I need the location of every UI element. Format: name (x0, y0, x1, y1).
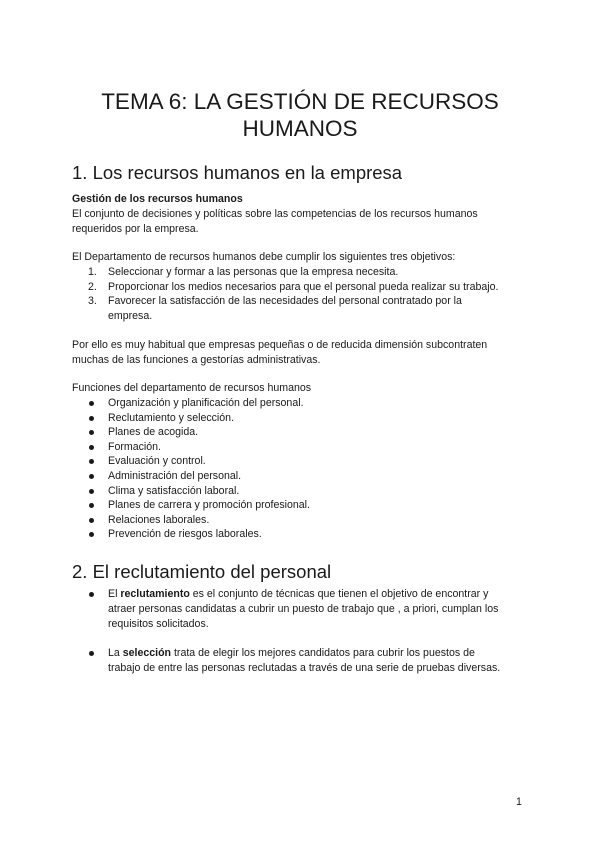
subheading-gestion: Gestión de los recursos humanos (72, 193, 243, 205)
objectives-list (72, 265, 528, 324)
bullet-icon (89, 401, 94, 406)
title-line-2: HUMANOS (242, 116, 358, 141)
outsourcing-line-2: muchas de las funciones a gestorías administrativas. (72, 353, 321, 366)
objective-text: Favorecer la satisfacción de las necesidades del personal contratado por la (108, 295, 462, 308)
bullet-icon (89, 592, 94, 597)
bullet-icon (89, 651, 94, 656)
title-line-1: TEMA 6: LA GESTIÓN DE RECURSOS (101, 89, 499, 114)
bullet-icon (89, 489, 94, 494)
term-seleccion: selección (122, 647, 172, 660)
bullet-icon (89, 474, 94, 479)
bullet-icon (89, 532, 94, 537)
selection-item: La selección trata de elegir los mejores candidatos para cubrir los puestos de trabajo de entre las personas reclutadas a través de una serie de pruebas diversas. (72, 646, 528, 676)
function-item: Reclutamiento y selección. (72, 411, 528, 426)
term-reclutamiento: reclutamiento (120, 588, 190, 600)
objective-number: 1. (88, 265, 97, 278)
function-item: Clima y satisfacción laboral. (72, 484, 528, 499)
definition-line-2: requeridos por la empresa. (72, 222, 199, 235)
bullet-icon (89, 416, 94, 421)
recruitment-list (72, 587, 528, 691)
function-item: Organización y planificación del personal. (72, 396, 528, 411)
objective-number: 2. (88, 280, 97, 293)
definition-paragraph (72, 207, 532, 237)
function-item: Formación. (72, 440, 528, 455)
function-item: Prevención de riesgos laborales. (72, 527, 528, 542)
objective-number: 3. (88, 295, 97, 308)
function-item: Administración del personal. (72, 469, 528, 484)
objective-item (72, 280, 528, 295)
objective-text-cont: empresa. (108, 310, 153, 323)
objective-text: Proporcionar los medios necesarios para que el personal pueda realizar su trabajo. (108, 280, 499, 293)
objectives-intro: El Departamento de recursos humanos debe cumplir los siguientes tres objetivos: (72, 251, 456, 263)
function-item: Relaciones laborales. (72, 513, 528, 528)
bullet-icon (89, 459, 94, 464)
function-item: Evaluación y control. (72, 454, 528, 469)
section-2-heading: 2. El reclutamiento del personal (72, 561, 332, 582)
bullet-icon (89, 503, 94, 508)
bullet-icon (89, 430, 94, 435)
functions-list (72, 396, 528, 542)
outsourcing-line-1: Por ello es muy habitual que empresas pequeñas o de reducida dimensión subcontraten (72, 339, 488, 351)
functions-intro: Funciones del departamento de recursos humanos (72, 382, 312, 394)
bullet-icon (89, 518, 94, 523)
outsourcing-paragraph (72, 338, 532, 368)
page-number: 1 (516, 796, 522, 808)
section-1-heading: 1. Los recursos humanos en la empresa (72, 162, 403, 183)
definition-line-1: El conjunto de decisiones y políticas sobre las competencias de los recursos humanos (72, 207, 478, 220)
objective-item (72, 294, 528, 324)
function-item: Planes de carrera y promoción profesional. (72, 498, 528, 513)
page-title (60, 88, 540, 142)
function-item: Planes de acogida. (72, 425, 528, 440)
recruitment-item: El reclutamiento es el conjunto de técnicas que tienen el objetivo de encontrar y atraer personas candidatas a cubrir un puesto de trabajo que , a priori, cumplan los requisitos solicitados. (72, 587, 528, 631)
bullet-icon (89, 445, 94, 450)
objective-item (72, 265, 528, 280)
objective-text: Seleccionar y formar a las personas que la empresa necesita. (108, 265, 399, 278)
